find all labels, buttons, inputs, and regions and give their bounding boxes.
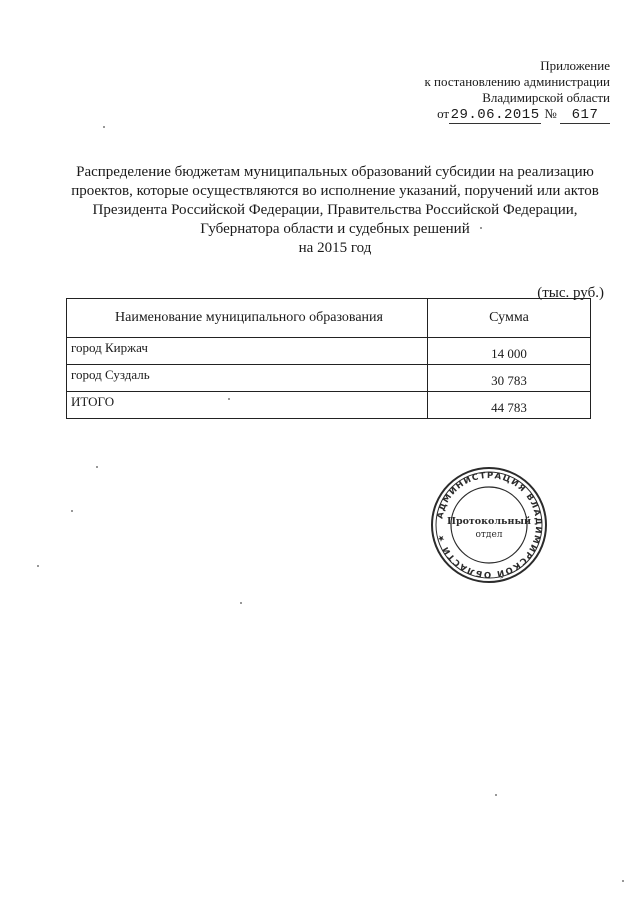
document-title (60, 163, 610, 258)
scan-speck (480, 227, 482, 229)
title-line-4: Губернатора области и судебных решений (200, 221, 470, 237)
official-stamp (424, 465, 554, 585)
scan-speck (37, 565, 39, 567)
subsidy-table (66, 298, 591, 419)
title-line-1: Распределение бюджетам муниципальных образований субсидии на реализацию (76, 164, 594, 180)
appendix-header (310, 58, 610, 124)
column-header-name: Наименование муниципального образования (67, 299, 428, 338)
handwritten-number: 617 (560, 108, 610, 124)
appendix-region: Владимирской области (482, 90, 610, 105)
scan-speck (228, 398, 230, 400)
title-line-5: на 2015 год (298, 240, 372, 256)
scan-speck (495, 794, 497, 796)
column-header-sum: Сумма (428, 299, 591, 338)
row-name: город Суздаль (67, 365, 428, 392)
stamp-seal-icon (424, 465, 554, 585)
handwritten-date: 29.06.2015 (450, 107, 540, 123)
svg-text:АДМИНИСТРАЦИЯ ВЛАДИМИРСКОЙ ОБЛ: АДМИНИСТРАЦИЯ ВЛАДИМИРСКОЙ ОБЛАСТИ ★ (435, 470, 544, 580)
scan-speck (103, 126, 105, 128)
row-sum: 30 783 (428, 365, 591, 392)
date-prefix: от (437, 106, 450, 121)
scan-speck (71, 510, 73, 512)
total-sum: 44 783 (428, 392, 591, 419)
title-line-2: проектов, которые осуществляются во исполнение указаний, поручений или актов (71, 183, 599, 199)
scan-speck (96, 466, 98, 468)
svg-text:отдел: отдел (475, 530, 503, 540)
unit-note: (тыс. руб.) (537, 285, 604, 301)
scan-speck (622, 880, 624, 882)
row-name: город Киржач (67, 338, 428, 365)
table-header-row (67, 299, 591, 338)
title-line-3: Президента Российской Федерации, Правительства Российской Федерации, (92, 202, 578, 218)
total-label: ИТОГО (67, 392, 428, 419)
svg-text:Протокольный: Протокольный (446, 516, 532, 527)
table-row (67, 338, 591, 365)
table-total-row (67, 392, 591, 419)
scan-speck (240, 602, 242, 604)
row-sum: 14 000 (428, 338, 591, 365)
appendix-label: Приложение (540, 58, 610, 73)
table-row (67, 365, 591, 392)
number-prefix: № (544, 106, 557, 121)
date-number-line (310, 106, 610, 124)
appendix-ref: к постановлению администрации (424, 74, 610, 89)
